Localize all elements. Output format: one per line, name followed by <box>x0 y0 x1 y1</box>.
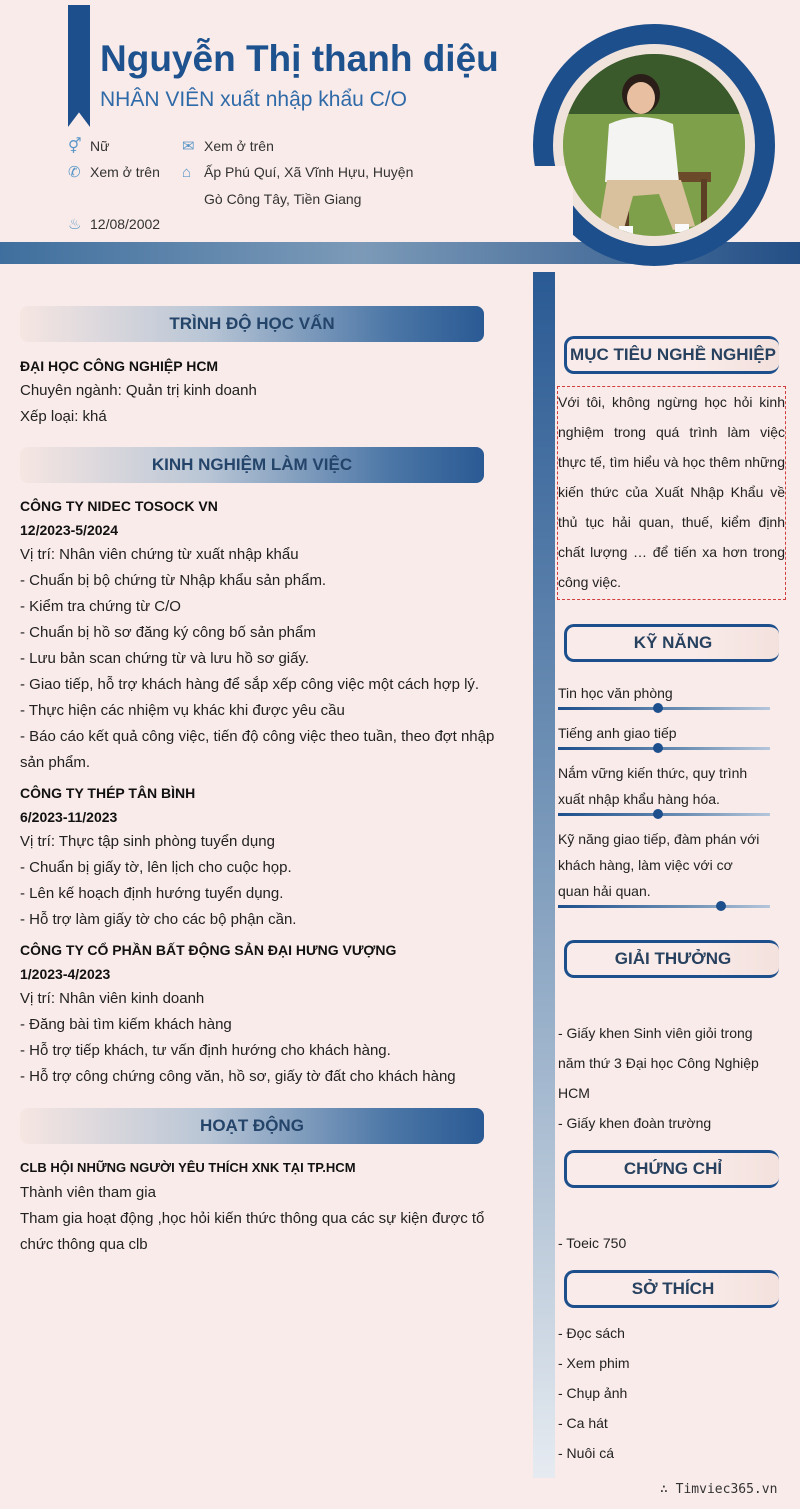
award-line: HCM <box>558 1085 590 1101</box>
job-company: CÔNG TY THÉP TÂN BÌNH <box>20 785 196 801</box>
job-duty: - Lên kế hoạch định hướng tuyển dụng. <box>20 885 284 902</box>
job-position: Vị trí: Thực tập sinh phòng tuyển dụng <box>20 833 275 850</box>
home-icon: ⌂ <box>182 164 192 181</box>
education-heading-bar <box>20 306 484 342</box>
job-duty: - Lưu bản scan chứng từ và lưu hồ sơ giấy. <box>20 650 310 667</box>
birthday-value: 12/08/2002 <box>90 216 161 232</box>
skill-label: Nắm vững kiến thức, quy trình <box>558 765 748 781</box>
awards-heading-box <box>564 940 779 978</box>
objective-heading: MỤC TIÊU NGHỀ NGHIỆP <box>570 345 776 364</box>
job-duty: - Báo cáo kết quả công việc, tiến độ công việc theo tuần, theo đợt nhập <box>20 728 495 745</box>
job-duty: - Kiểm tra chứng từ C/O <box>20 598 181 615</box>
job-company: CÔNG TY CỔ PHẦN BẤT ĐỘNG SẢN ĐẠI HƯNG VƯỢNG <box>20 942 397 958</box>
footer-brand[interactable]: ∴ Timviec365.vn <box>660 1482 778 1497</box>
skill-label: xuất nhập khẩu hàng hóa. <box>558 791 720 807</box>
job-position: Vị trí: Nhân viên kinh doanh <box>20 990 205 1007</box>
award-line: - Giấy khen đoàn trường <box>558 1115 712 1131</box>
phone-value: Xem ở trên <box>90 164 160 180</box>
skill-level-dot <box>716 901 726 911</box>
skill-level-dot <box>653 703 663 713</box>
phone-row <box>68 159 160 186</box>
experience-heading-bar <box>20 447 484 483</box>
award-line: - Giấy khen Sinh viên giỏi trong <box>558 1025 753 1041</box>
right-column-bar <box>533 272 555 1478</box>
birthday-row <box>68 211 160 238</box>
skill-level-dot <box>653 743 663 753</box>
education-school: ĐẠI HỌC CÔNG NGHIỆP HCM <box>20 358 219 374</box>
job-duty: - Hỗ trợ công chứng công văn, hồ sơ, giấy tờ đất cho khách hàng <box>20 1068 456 1085</box>
activity-desc: chức thông qua clb <box>20 1236 148 1253</box>
skill-label: Tiếng anh giao tiếp <box>558 725 677 741</box>
certificates-heading: CHỨNG CHỈ <box>623 1159 723 1178</box>
skills-heading-box <box>564 624 779 662</box>
job-duty: - Đăng bài tìm kiếm khách hàng <box>20 1016 232 1033</box>
profile-photo <box>563 54 745 236</box>
experience-heading: KINH NGHIỆM LÀM VIỆC <box>151 455 353 474</box>
skill-label: Tin học văn phòng <box>558 685 673 701</box>
hobby-item: - Chụp ảnh <box>558 1385 628 1401</box>
activity-club: CLB HỘI NHỮNG NGƯỜI YÊU THÍCH XNK TẠI TP.HCM <box>20 1160 356 1175</box>
award-line: năm thứ 3 Đại học Công Nghiệp <box>558 1055 759 1071</box>
job-duty: - Chuẩn bị bộ chứng từ Nhập khẩu sản phẩm. <box>20 572 327 589</box>
activity-desc: Tham gia hoạt động ,học hỏi kiến thức thông qua các sự kiện được tổ <box>20 1210 485 1227</box>
skill-bar <box>558 707 770 710</box>
phone-icon: ✆ <box>68 164 81 181</box>
education-grade: Xếp loại: khá <box>20 408 107 425</box>
gender-value: Nữ <box>90 138 110 154</box>
skills-heading: KỸ NĂNG <box>633 633 713 652</box>
email-row <box>182 133 274 160</box>
education-heading: TRÌNH ĐỘ HỌC VẤN <box>169 314 335 333</box>
job-company: CÔNG TY NIDEC TOSOCK VN <box>20 498 218 514</box>
address-row <box>182 159 413 212</box>
gender-row <box>68 133 109 160</box>
job-period: 1/2023-4/2023 <box>20 966 111 982</box>
skill-bar <box>558 747 770 750</box>
job-duty: - Hỗ trợ tiếp khách, tư vấn định hướng cho khách hàng. <box>20 1042 391 1059</box>
skill-bar <box>558 813 770 816</box>
activities-heading-bar <box>20 1108 484 1144</box>
awards-heading: GIẢI THƯỞNG <box>614 949 732 968</box>
objective-heading-box <box>564 336 779 374</box>
candidate-title: NHÂN VIÊN xuất nhập khẩu C/O <box>100 88 407 111</box>
skill-bar <box>558 905 770 908</box>
job-duty: - Giao tiếp, hỗ trợ khách hàng để sắp xếp công việc một cách hợp lý. <box>20 676 480 693</box>
job-duty: sản phẩm. <box>20 754 91 771</box>
hobby-item: - Đọc sách <box>558 1325 625 1341</box>
certificate-line: - Toeic 750 <box>558 1235 627 1251</box>
job-period: 6/2023-11/2023 <box>20 809 118 825</box>
photo-frame-gap <box>533 166 573 242</box>
person-illustration <box>563 54 745 236</box>
hobby-item: - Xem phim <box>558 1355 630 1371</box>
job-duty: - Thực hiện các nhiệm vụ khác khi được yêu cầu <box>20 702 345 719</box>
bookmark-ribbon <box>68 5 90 127</box>
skill-label: Kỹ năng giao tiếp, đàm phán với <box>558 831 760 847</box>
skill-label: khách hàng, làm việc với cơ <box>558 857 733 873</box>
birthday-cake-icon: ♨ <box>68 216 82 233</box>
address-line1: Ấp Phú Quí, Xã Vĩnh Hựu, Huyện <box>204 164 414 180</box>
hobby-item: - Nuôi cá <box>558 1445 615 1461</box>
certificates-heading-box <box>564 1150 779 1188</box>
envelope-icon: ✉ <box>182 138 195 155</box>
activity-role: Thành viên tham gia <box>20 1184 156 1201</box>
skill-label: quan hải quan. <box>558 883 651 899</box>
gender-icon: ⚥ <box>68 138 82 155</box>
skill-level-dot <box>653 809 663 819</box>
candidate-name: Nguyễn Thị thanh diệu <box>100 38 499 79</box>
hobbies-heading: SỞ THÍCH <box>631 1279 715 1298</box>
objective-text: Với tôi, không ngừng học hỏi kinh nghiệm trong quá trình làm việc thực tế, tìm hiểu và học thêm những kiến thức của Xuất Nhập Khẩu về thủ tục hải quan, thuế, kiểm định chất lượng … để tiến xa hơn trong công việc. <box>557 386 786 600</box>
email-value: Xem ở trên <box>204 138 274 154</box>
address-line2: Gò Công Tây, Tiền Giang <box>204 191 362 207</box>
job-duty: - Chuẩn bị hồ sơ đăng ký công bố sản phẩm <box>20 624 316 641</box>
job-position: Vị trí: Nhân viên chứng từ xuất nhập khẩu <box>20 546 299 563</box>
activities-heading: HOẠT ĐỘNG <box>200 1116 304 1135</box>
education-major: Chuyên ngành: Quản trị kinh doanh <box>20 382 257 399</box>
hobbies-heading-box <box>564 1270 779 1308</box>
job-duty: - Hỗ trợ làm giấy tờ cho các bộ phận cần. <box>20 911 297 928</box>
hobby-item: - Ca hát <box>558 1415 608 1431</box>
job-duty: - Chuẩn bị giấy tờ, lên lịch cho cuộc họp. <box>20 859 292 876</box>
job-period: 12/2023-5/2024 <box>20 522 119 538</box>
